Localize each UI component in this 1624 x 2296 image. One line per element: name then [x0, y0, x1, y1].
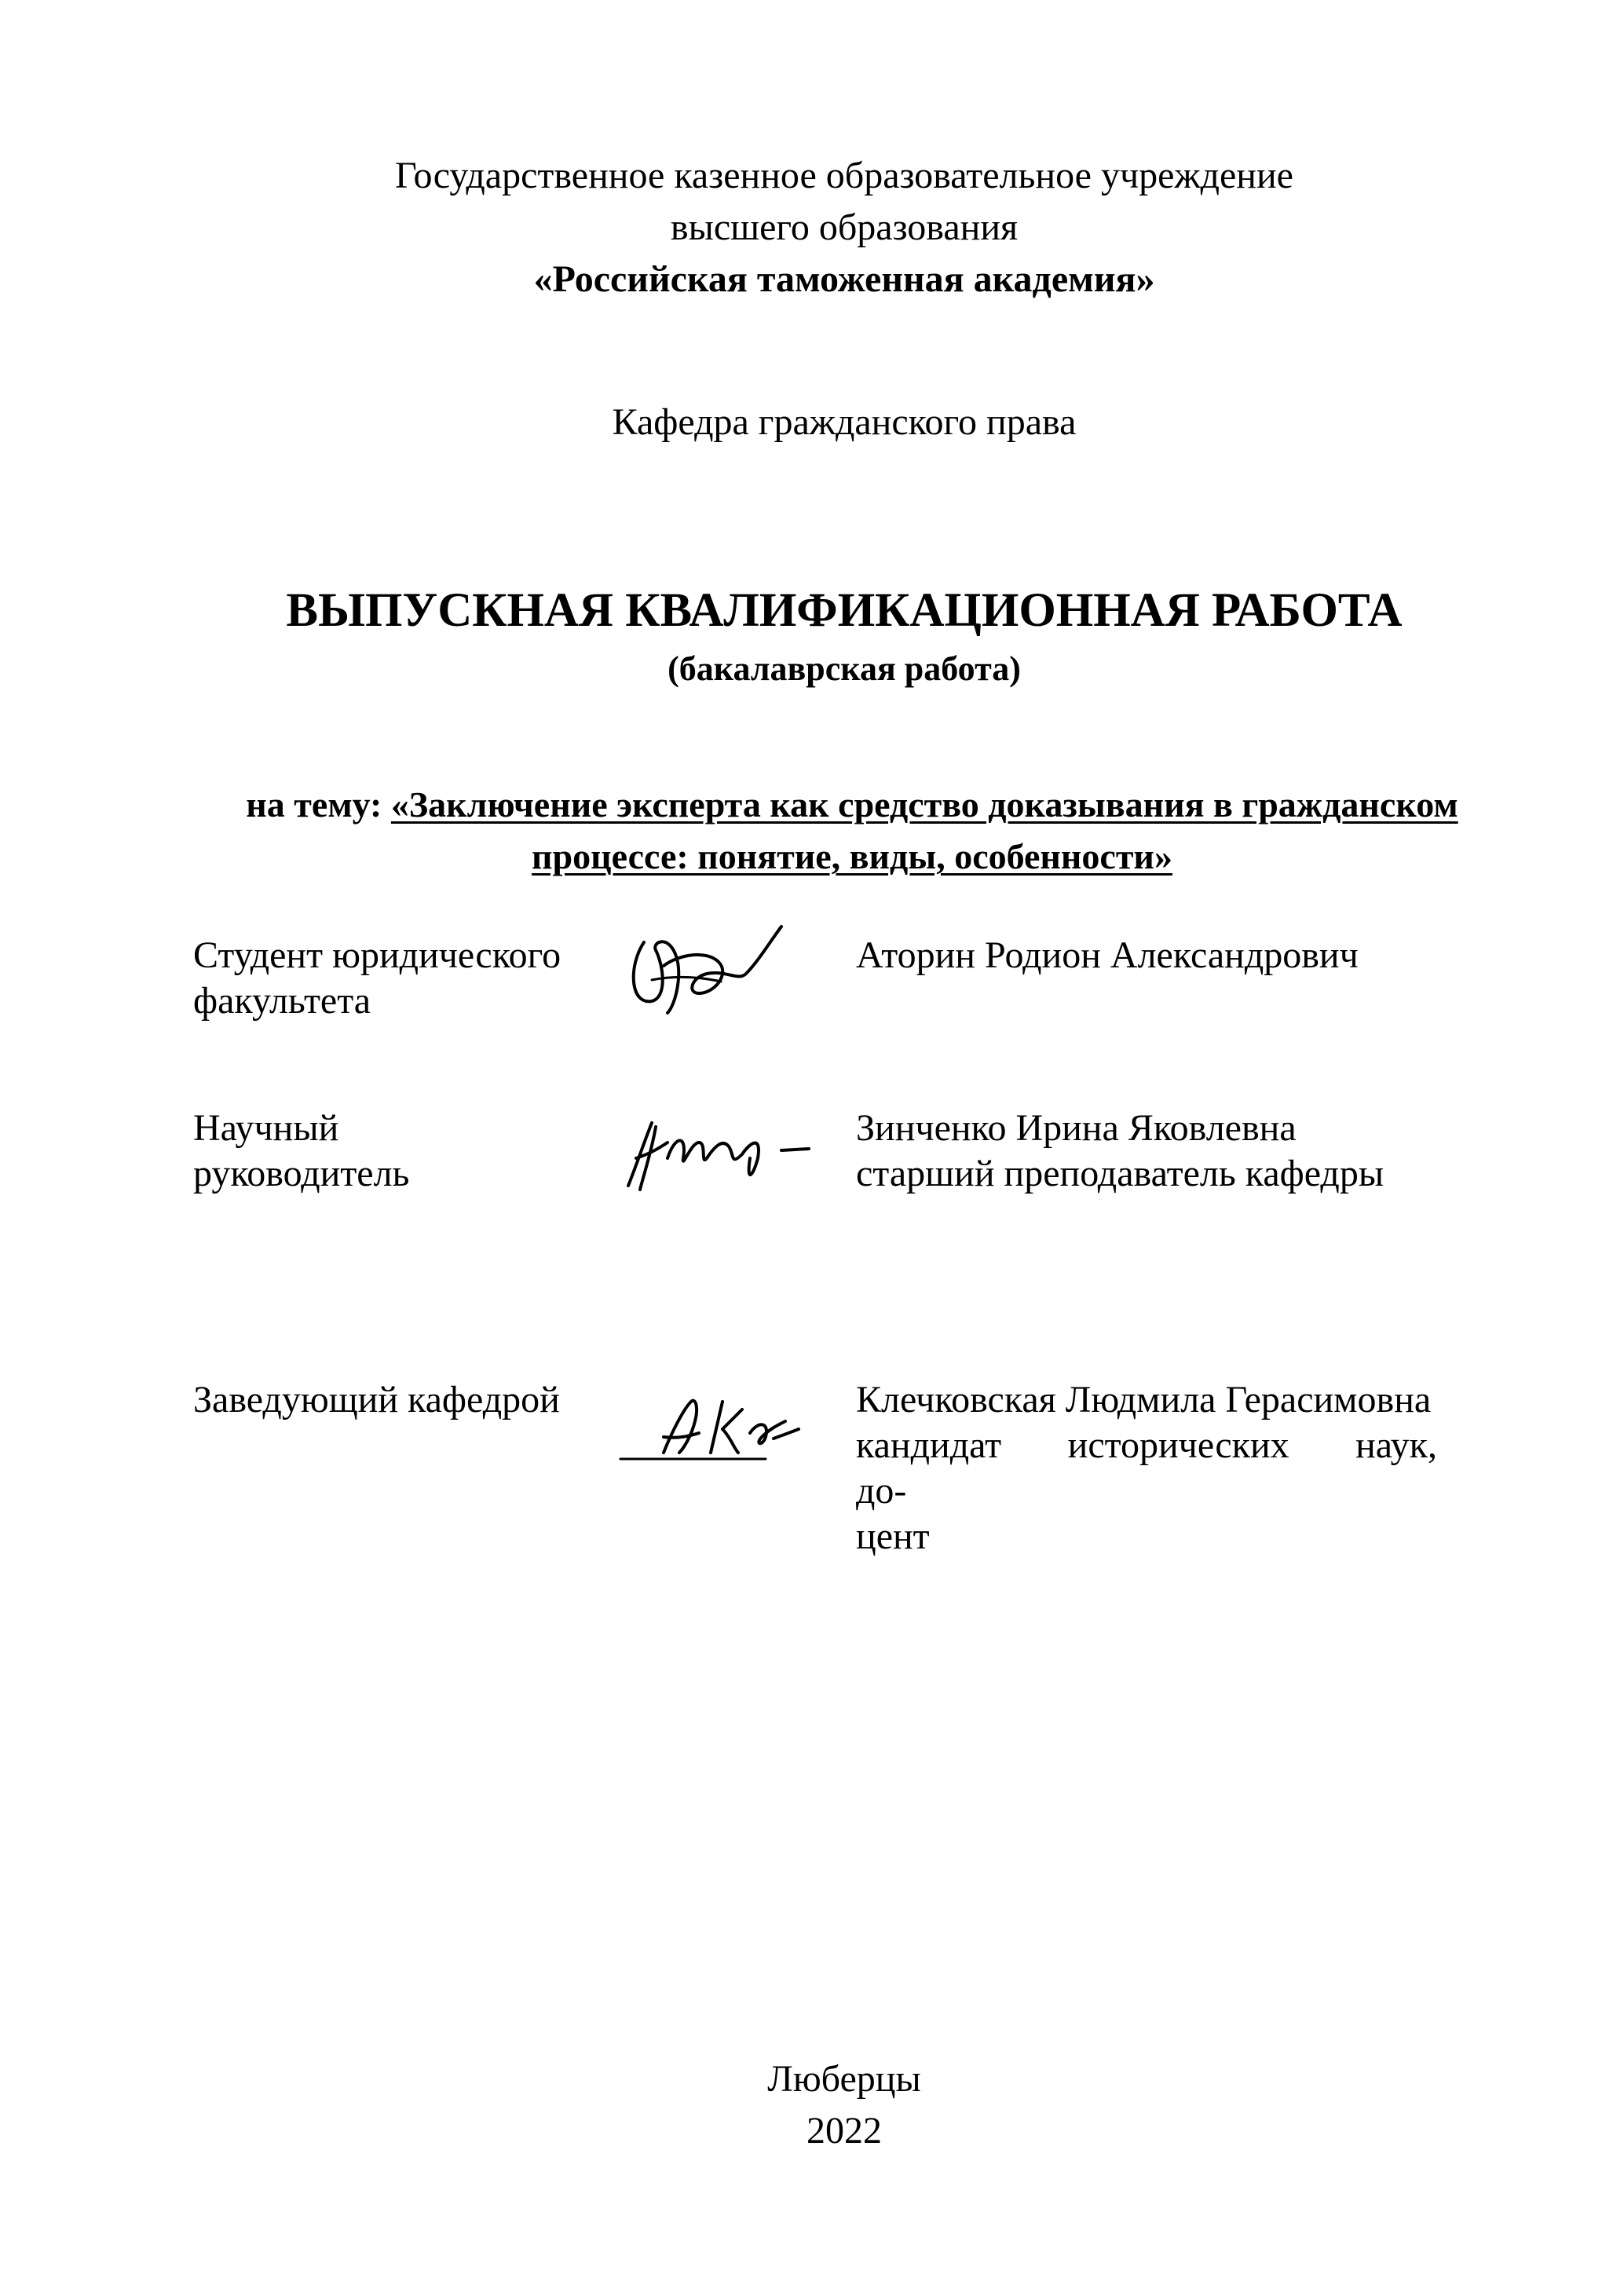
supervisor-role [193, 1106, 602, 1197]
student-role [193, 933, 602, 1024]
department-name: Кафедра гражданского права [612, 401, 1077, 443]
supervisor-role-line-1: Научный [193, 1107, 339, 1149]
supervisor-name: Зинченко Ирина Яковлевна [856, 1107, 1297, 1149]
student-role-line-1: Студент юридического [193, 934, 561, 976]
city: Люберцы [767, 2058, 921, 2100]
head-name: Клечковская Людмила Герасимовна [856, 1379, 1432, 1420]
head-position-line-1 [856, 1423, 1437, 1514]
supervisor-position: старший преподаватель кафедры [856, 1153, 1384, 1194]
institution-name: «Российская таможенная академия» [533, 258, 1155, 300]
topic-line-2 [188, 831, 1516, 883]
work-subtitle: (бакалаврская работа) [668, 649, 1021, 688]
year: 2022 [807, 2110, 882, 2152]
student-role-line-2: факультета [193, 980, 371, 1022]
supervisor-role-line-2: руководитель [193, 1153, 410, 1194]
work-topic [188, 779, 1516, 883]
head-position-line-2: цент [856, 1515, 930, 1557]
student-person [856, 933, 1453, 978]
head-role [193, 1377, 602, 1423]
head-signature [616, 1390, 805, 1468]
head-position-text-1: кандидат исторических наук, до- [856, 1424, 1437, 1512]
topic-line-1 [188, 779, 1516, 831]
institution-line-2: высшего образования [670, 207, 1019, 248]
head-role-line-1: Заведующий кафедрой [193, 1379, 560, 1420]
topic-prefix: на тему: [246, 784, 382, 824]
topic-text-1: «Заключение эксперта как средство доказывания в гражданском [390, 784, 1458, 824]
institution-line-1: Государственное казенное образовательное учреждение [395, 155, 1293, 196]
student-name: Аторин Родион Александрович [856, 934, 1359, 976]
supervisor-person [856, 1106, 1453, 1197]
work-title: ВЫПУСКНАЯ КВАЛИФИКАЦИОННАЯ РАБОТА [286, 584, 1403, 637]
supervisor-signature [613, 1111, 817, 1197]
head-person [856, 1377, 1437, 1559]
student-signature [620, 919, 793, 1021]
topic-text-2: процессе: понятие, виды, особенности» [532, 836, 1172, 876]
